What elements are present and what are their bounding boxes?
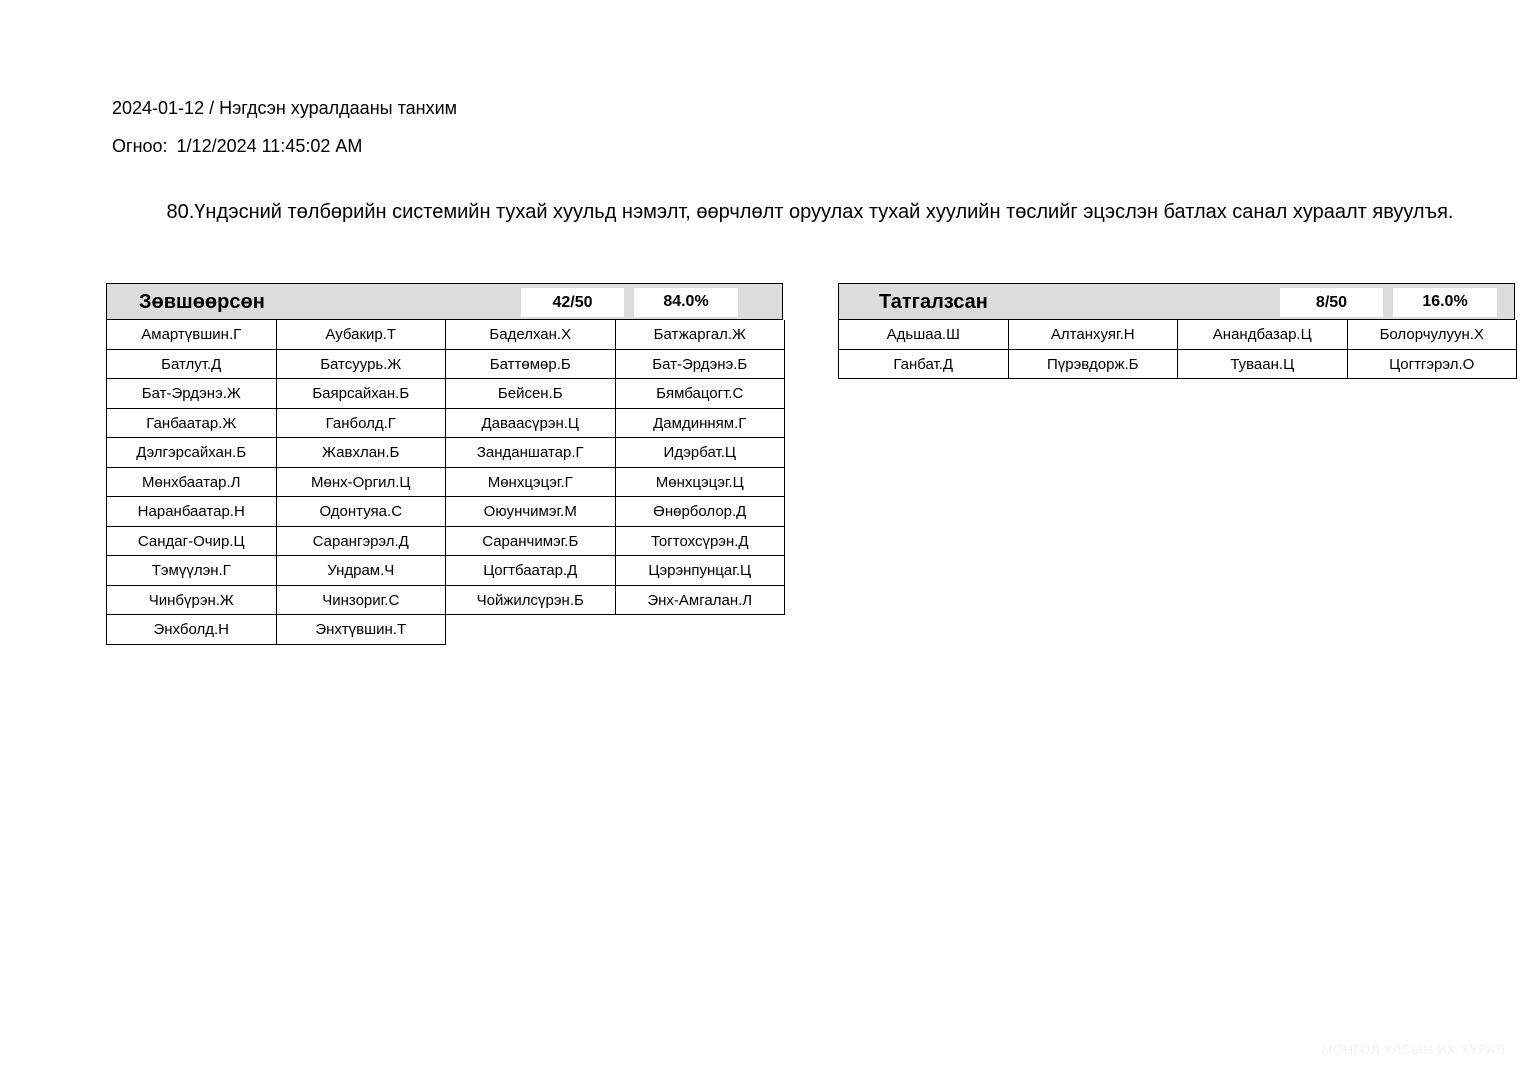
rejected-header <box>838 283 1515 320</box>
member-cell: Тэмүүлэн.Г <box>107 556 277 586</box>
member-cell: Энхтүвшин.Т <box>277 615 447 645</box>
rejected-block <box>838 283 1517 379</box>
approved-count: 42/50 <box>521 288 624 317</box>
member-cell: Бейсен.Б <box>446 379 616 409</box>
member-cell: Ундрам.Ч <box>277 556 447 586</box>
member-cell: Ганбаатар.Ж <box>107 409 277 439</box>
member-cell: Адьшаа.Ш <box>839 320 1009 350</box>
rejected-count: 8/50 <box>1280 288 1383 317</box>
member-cell: Туваан.Ц <box>1178 350 1348 380</box>
member-cell: Амартүвшин.Г <box>107 320 277 350</box>
member-cell: Баделхан.Х <box>446 320 616 350</box>
rejected-label: Татгалзсан <box>879 291 988 313</box>
rejected-member-grid <box>838 320 1517 379</box>
member-cell: Анандбазар.Ц <box>1178 320 1348 350</box>
member-cell: Мөнхцэцэг.Г <box>446 468 616 498</box>
date-line <box>112 136 362 157</box>
approved-percent: 84.0% <box>634 288 738 317</box>
approved-label: Зөвшөөрсөн <box>139 291 265 313</box>
member-cell: Өнөрболор.Д <box>616 497 786 527</box>
member-cell: Чинбүрэн.Ж <box>107 586 277 616</box>
member-cell: Энхболд.Н <box>107 615 277 645</box>
member-cell: Дамдинням.Г <box>616 409 786 439</box>
approved-block <box>106 283 785 645</box>
member-cell: Мөнхбаатар.Л <box>107 468 277 498</box>
member-cell: Аубакир.Т <box>277 320 447 350</box>
approved-member-grid <box>106 320 785 645</box>
member-cell: Занданшатар.Г <box>446 438 616 468</box>
date-value: 1/12/2024 11:45:02 AM <box>176 136 363 156</box>
member-cell: Алтанхуяг.Н <box>1009 320 1179 350</box>
member-cell: Одонтуяа.С <box>277 497 447 527</box>
member-cell: Батжаргал.Ж <box>616 320 786 350</box>
member-cell: Оюунчимэг.М <box>446 497 616 527</box>
member-cell: Пүрэвдорж.Б <box>1009 350 1179 380</box>
member-cell: Наранбаатар.Н <box>107 497 277 527</box>
member-cell: Сарангэрэл.Д <box>277 527 447 557</box>
member-cell: Мөнхцэцэг.Ц <box>616 468 786 498</box>
member-cell: Сандаг-Очир.Ц <box>107 527 277 557</box>
member-cell: Ганбат.Д <box>839 350 1009 380</box>
member-cell: Бат-Эрдэнэ.Ж <box>107 379 277 409</box>
session-line <box>112 98 457 119</box>
member-cell: Бат-Эрдэнэ.Б <box>616 350 786 380</box>
watermark: МОНГОЛ УЛСЫН ИХ ХУРАЛ <box>1321 1042 1505 1057</box>
member-cell: Жавхлан.Б <box>277 438 447 468</box>
member-cell: Дэлгэрсайхан.Б <box>107 438 277 468</box>
member-cell: Энх-Амгалан.Л <box>616 586 786 616</box>
rejected-percent: 16.0% <box>1393 288 1497 317</box>
member-cell: Цэрэнпунцаг.Ц <box>616 556 786 586</box>
member-cell: Идэрбат.Ц <box>616 438 786 468</box>
date-label: Огноо: <box>112 136 168 156</box>
member-cell: Мөнх-Оргил.Ц <box>277 468 447 498</box>
member-cell: Болорчулуун.Х <box>1348 320 1518 350</box>
session-text: 2024-01-12 / Нэгдсэн хуралдааны танхим <box>112 98 457 118</box>
member-cell: Чойжилсүрэн.Б <box>446 586 616 616</box>
approved-header <box>106 283 783 320</box>
member-cell: Баярсайхан.Б <box>277 379 447 409</box>
member-cell: Саранчимэг.Б <box>446 527 616 557</box>
member-cell: Тогтохсүрэн.Д <box>616 527 786 557</box>
member-cell: Чинзориг.С <box>277 586 447 616</box>
member-cell: Цогтгэрэл.О <box>1348 350 1518 380</box>
motion-title: 80.Үндэсний төлбөрийн системийн тухай хуульд нэмэлт, өөрчлөлт оруулах тухай хуулийн төслийг эцэслэн батлах санал хураалт явуулъя. <box>166 201 1454 223</box>
member-cell: Батлут.Д <box>107 350 277 380</box>
member-cell: Бямбацогт.С <box>616 379 786 409</box>
member-cell: Ганболд.Г <box>277 409 447 439</box>
member-cell: Даваасүрэн.Ц <box>446 409 616 439</box>
member-cell: Баттөмөр.Б <box>446 350 616 380</box>
member-cell: Цогтбаатар.Д <box>446 556 616 586</box>
member-cell: Батсуурь.Ж <box>277 350 447 380</box>
